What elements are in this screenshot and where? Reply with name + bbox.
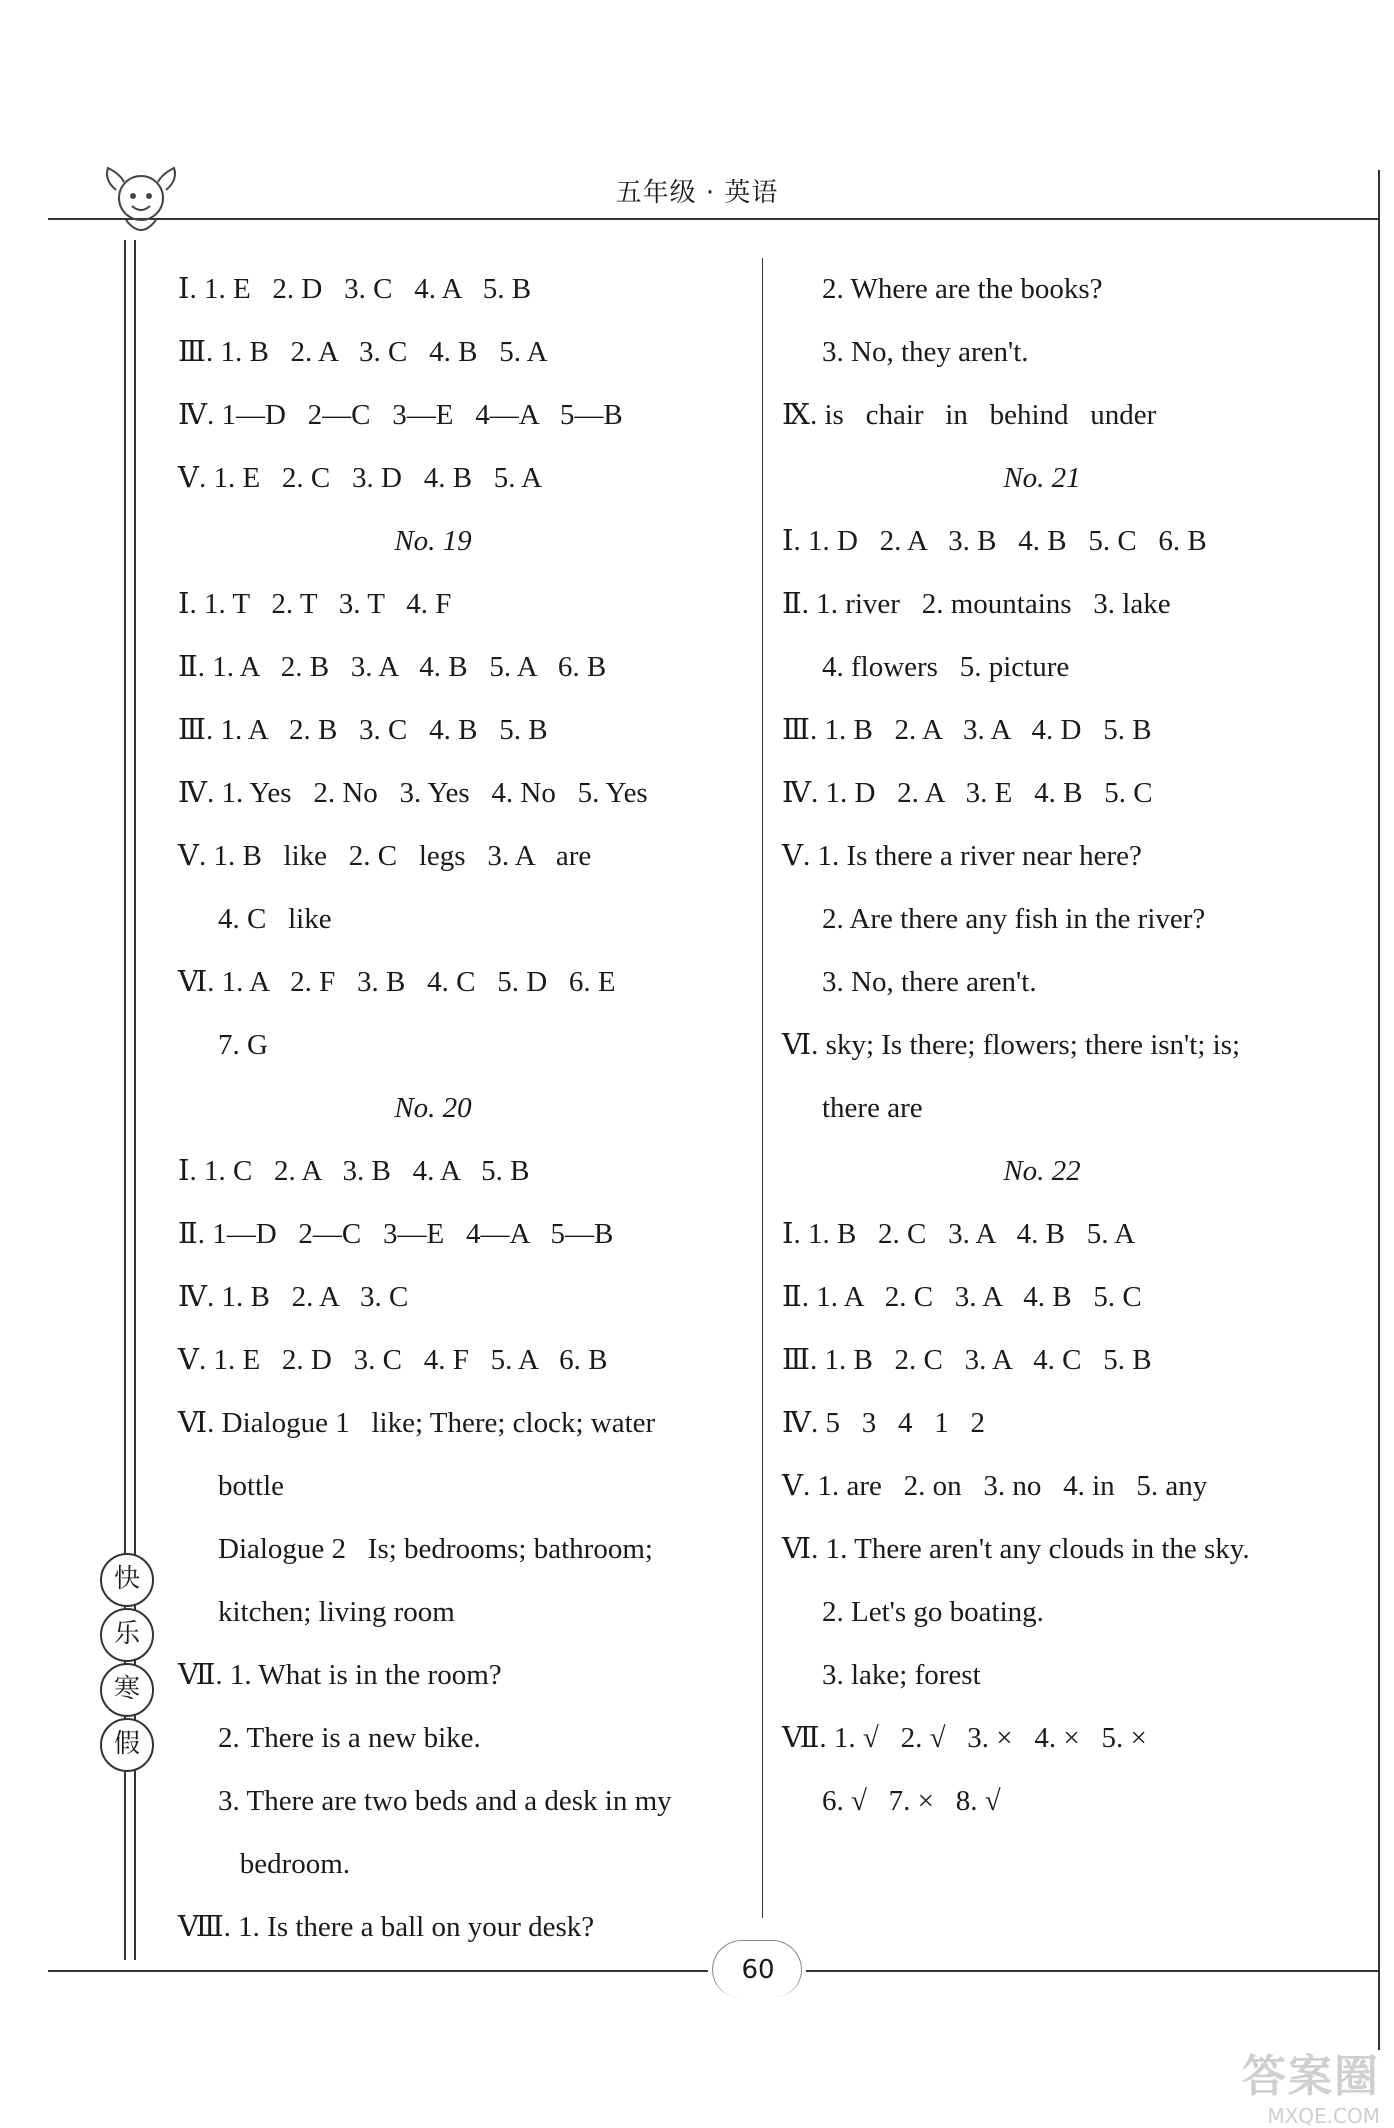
left-answer-line: Ⅷ. 1. Is there a ball on your desk? — [178, 1911, 595, 1943]
left-answer-line: Ⅴ. 1. E 2. D 3. C 4. F 5. A 6. B — [178, 1344, 608, 1376]
left-answer-line: Ⅴ. 1. B like 2. C legs 3. A are — [178, 840, 592, 872]
left-answer-line: Ⅰ. 1. C 2. A 3. B 4. A 5. B — [178, 1155, 530, 1187]
left-answer-line: Ⅱ. 1. A 2. B 3. A 4. B 5. A 6. B — [178, 651, 607, 683]
right-answer-line: Ⅳ. 5 3 4 1 2 — [782, 1407, 985, 1439]
left-answer-line: Ⅲ. 1. A 2. B 3. C 4. B 5. B — [178, 714, 548, 746]
left-answer-line: Ⅳ. 1. B 2. A 3. C — [178, 1281, 409, 1313]
watermark-sub: MXQE.COM — [1267, 2104, 1380, 2128]
left-answer-line: bottle — [218, 1470, 285, 1502]
left-answer-line: kitchen; living room — [218, 1596, 455, 1628]
watermark-main: 答案圈 — [1242, 2051, 1380, 2102]
right-answer-line: Ⅲ. 1. B 2. A 3. A 4. D 5. B — [782, 714, 1152, 746]
right-frame-line — [1378, 170, 1380, 2050]
side-tag-3: 寒 — [100, 1663, 154, 1717]
right-answer-line: Ⅰ. 1. B 2. C 3. A 4. B 5. A — [782, 1218, 1136, 1250]
right-answer-line: Ⅴ. 1. are 2. on 3. no 4. in 5. any — [782, 1470, 1208, 1502]
right-answer-line: Ⅴ. 1. Is there a river near here? — [782, 840, 1142, 872]
footer-rule-right — [806, 1970, 1378, 1972]
left-section-heading: No. 20 — [394, 1092, 472, 1124]
right-answer-line: Ⅵ. 1. There aren't any clouds in the sky. — [782, 1533, 1250, 1565]
footer-rule — [48, 1970, 708, 1972]
right-answer-line: 3. No, there aren't. — [822, 966, 1037, 998]
left-answer-line: Ⅰ. 1. E 2. D 3. C 4. A 5. B — [178, 273, 532, 305]
side-tag-2: 乐 — [100, 1608, 154, 1662]
right-answer-line: 3. No, they aren't. — [822, 336, 1029, 368]
right-answer-line: Ⅸ. is chair in behind under — [782, 399, 1157, 431]
right-section-heading: No. 21 — [1003, 462, 1081, 494]
left-answer-line: Ⅲ. 1. B 2. A 3. C 4. B 5. A — [178, 336, 548, 368]
watermark — [1200, 2040, 1380, 2128]
right-answer-line: 2. Let's go boating. — [822, 1596, 1044, 1628]
left-answer-line: Ⅵ. Dialogue 1 like; There; clock; water — [178, 1407, 656, 1439]
page-number: 60 — [741, 1955, 775, 1985]
right-answer-line: 4. flowers 5. picture — [822, 651, 1070, 683]
left-answer-line: Dialogue 2 Is; bedrooms; bathroom; — [218, 1533, 653, 1565]
left-answer-line: 7. G — [218, 1029, 268, 1061]
right-answer-line: 2. Are there any fish in the river? — [822, 903, 1206, 935]
left-answer-line: Ⅳ. 1. Yes 2. No 3. Yes 4. No 5. Yes — [178, 777, 648, 809]
side-tag-4: 假 — [100, 1718, 154, 1772]
right-answer-line: Ⅱ. 1. river 2. mountains 3. lake — [782, 588, 1171, 620]
left-column — [178, 258, 748, 1959]
left-answer-line: Ⅱ. 1—D 2—C 3—E 4—A 5—B — [178, 1218, 614, 1250]
left-answer-line: Ⅴ. 1. E 2. C 3. D 4. B 5. A — [178, 462, 543, 494]
right-answer-line: 6. √ 7. × 8. √ — [822, 1785, 1001, 1817]
page-header-title: 五年级 · 英语 — [615, 178, 779, 208]
left-section-heading: No. 19 — [394, 525, 472, 557]
side-tag-1: 快 — [100, 1553, 154, 1607]
left-answer-line: 2. There is a new bike. — [218, 1722, 481, 1754]
right-answer-line: 2. Where are the books? — [822, 273, 1103, 305]
left-answer-line: Ⅰ. 1. T 2. T 3. T 4. F — [178, 588, 452, 620]
right-answer-line: Ⅱ. 1. A 2. C 3. A 4. B 5. C — [782, 1281, 1142, 1313]
right-section-heading: No. 22 — [1003, 1155, 1081, 1187]
left-answer-line: Ⅳ. 1—D 2—C 3—E 4—A 5—B — [178, 399, 623, 431]
column-divider — [762, 258, 763, 1918]
left-answer-line: 3. There are two beds and a desk in my — [218, 1785, 672, 1817]
left-answer-line: Ⅶ. 1. What is in the room? — [178, 1659, 502, 1691]
right-answer-line: Ⅳ. 1. D 2. A 3. E 4. B 5. C — [782, 777, 1153, 809]
left-answer-line: Ⅵ. 1. A 2. F 3. B 4. C 5. D 6. E — [178, 966, 616, 998]
right-answer-line: there are — [822, 1092, 923, 1124]
right-answer-line: Ⅵ. sky; Is there; flowers; there isn't; is; — [782, 1029, 1241, 1061]
right-answer-line: Ⅲ. 1. B 2. C 3. A 4. C 5. B — [782, 1344, 1152, 1376]
left-answer-line: 4. C like — [218, 903, 332, 935]
right-column — [782, 258, 1362, 1833]
right-answer-line: Ⅶ. 1. √ 2. √ 3. × 4. × 5. × — [782, 1722, 1147, 1754]
header-rule — [48, 218, 1378, 220]
right-answer-line: Ⅰ. 1. D 2. A 3. B 4. B 5. C 6. B — [782, 525, 1207, 557]
left-answer-line: bedroom. — [218, 1848, 351, 1880]
right-answer-line: 3. lake; forest — [822, 1659, 981, 1691]
